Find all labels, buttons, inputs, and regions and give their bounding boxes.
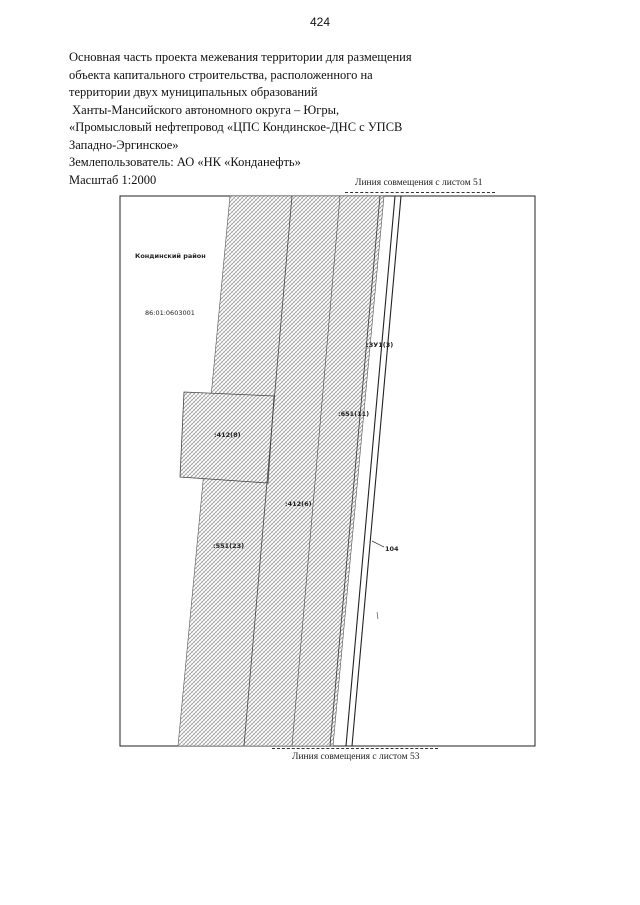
bottom-match-line	[272, 748, 438, 749]
header-line-2: объекта капитального строительства, расположенного на	[69, 67, 373, 82]
top-match-line-label: Линия совмещения с листом 51	[355, 178, 483, 188]
header-line-1: Основная часть проекта межевания территории для размещения	[69, 50, 412, 64]
point-label-104: 104	[385, 545, 399, 553]
page-number: 424	[309, 15, 331, 29]
district-label: Кондинский район	[135, 252, 206, 260]
cadastral-quarter-label: 86:01:0603001	[145, 309, 195, 317]
parcel-label-412-6: :412(6)	[285, 500, 312, 508]
header-line-5: «Промысловый нефтепровод «ЦПС Кондинское-ДНС с УПСВ	[69, 120, 403, 134]
header-line-6: Западно-Эргинское»	[69, 137, 179, 152]
parcel-label-551-23: :551(23)	[213, 542, 245, 550]
header-line-7: Землепользователь: АО «НК «Конданефть»	[69, 155, 301, 169]
bottom-match-line-label: Линия совмещения с листом 53	[292, 752, 420, 762]
parcel-label-651-11: :651(11)	[338, 410, 370, 418]
header-line-8: Масштаб 1:2000	[69, 172, 157, 187]
parcel-label-412-8: :412(8)	[214, 431, 241, 439]
header-line-3: территории двух муниципальных образований	[69, 85, 318, 99]
parcel-label-zu1-3: :ЗУ1(3)	[366, 341, 394, 349]
header-line-4: Ханты-Мансийского автономного округа – Югры,	[69, 102, 340, 117]
